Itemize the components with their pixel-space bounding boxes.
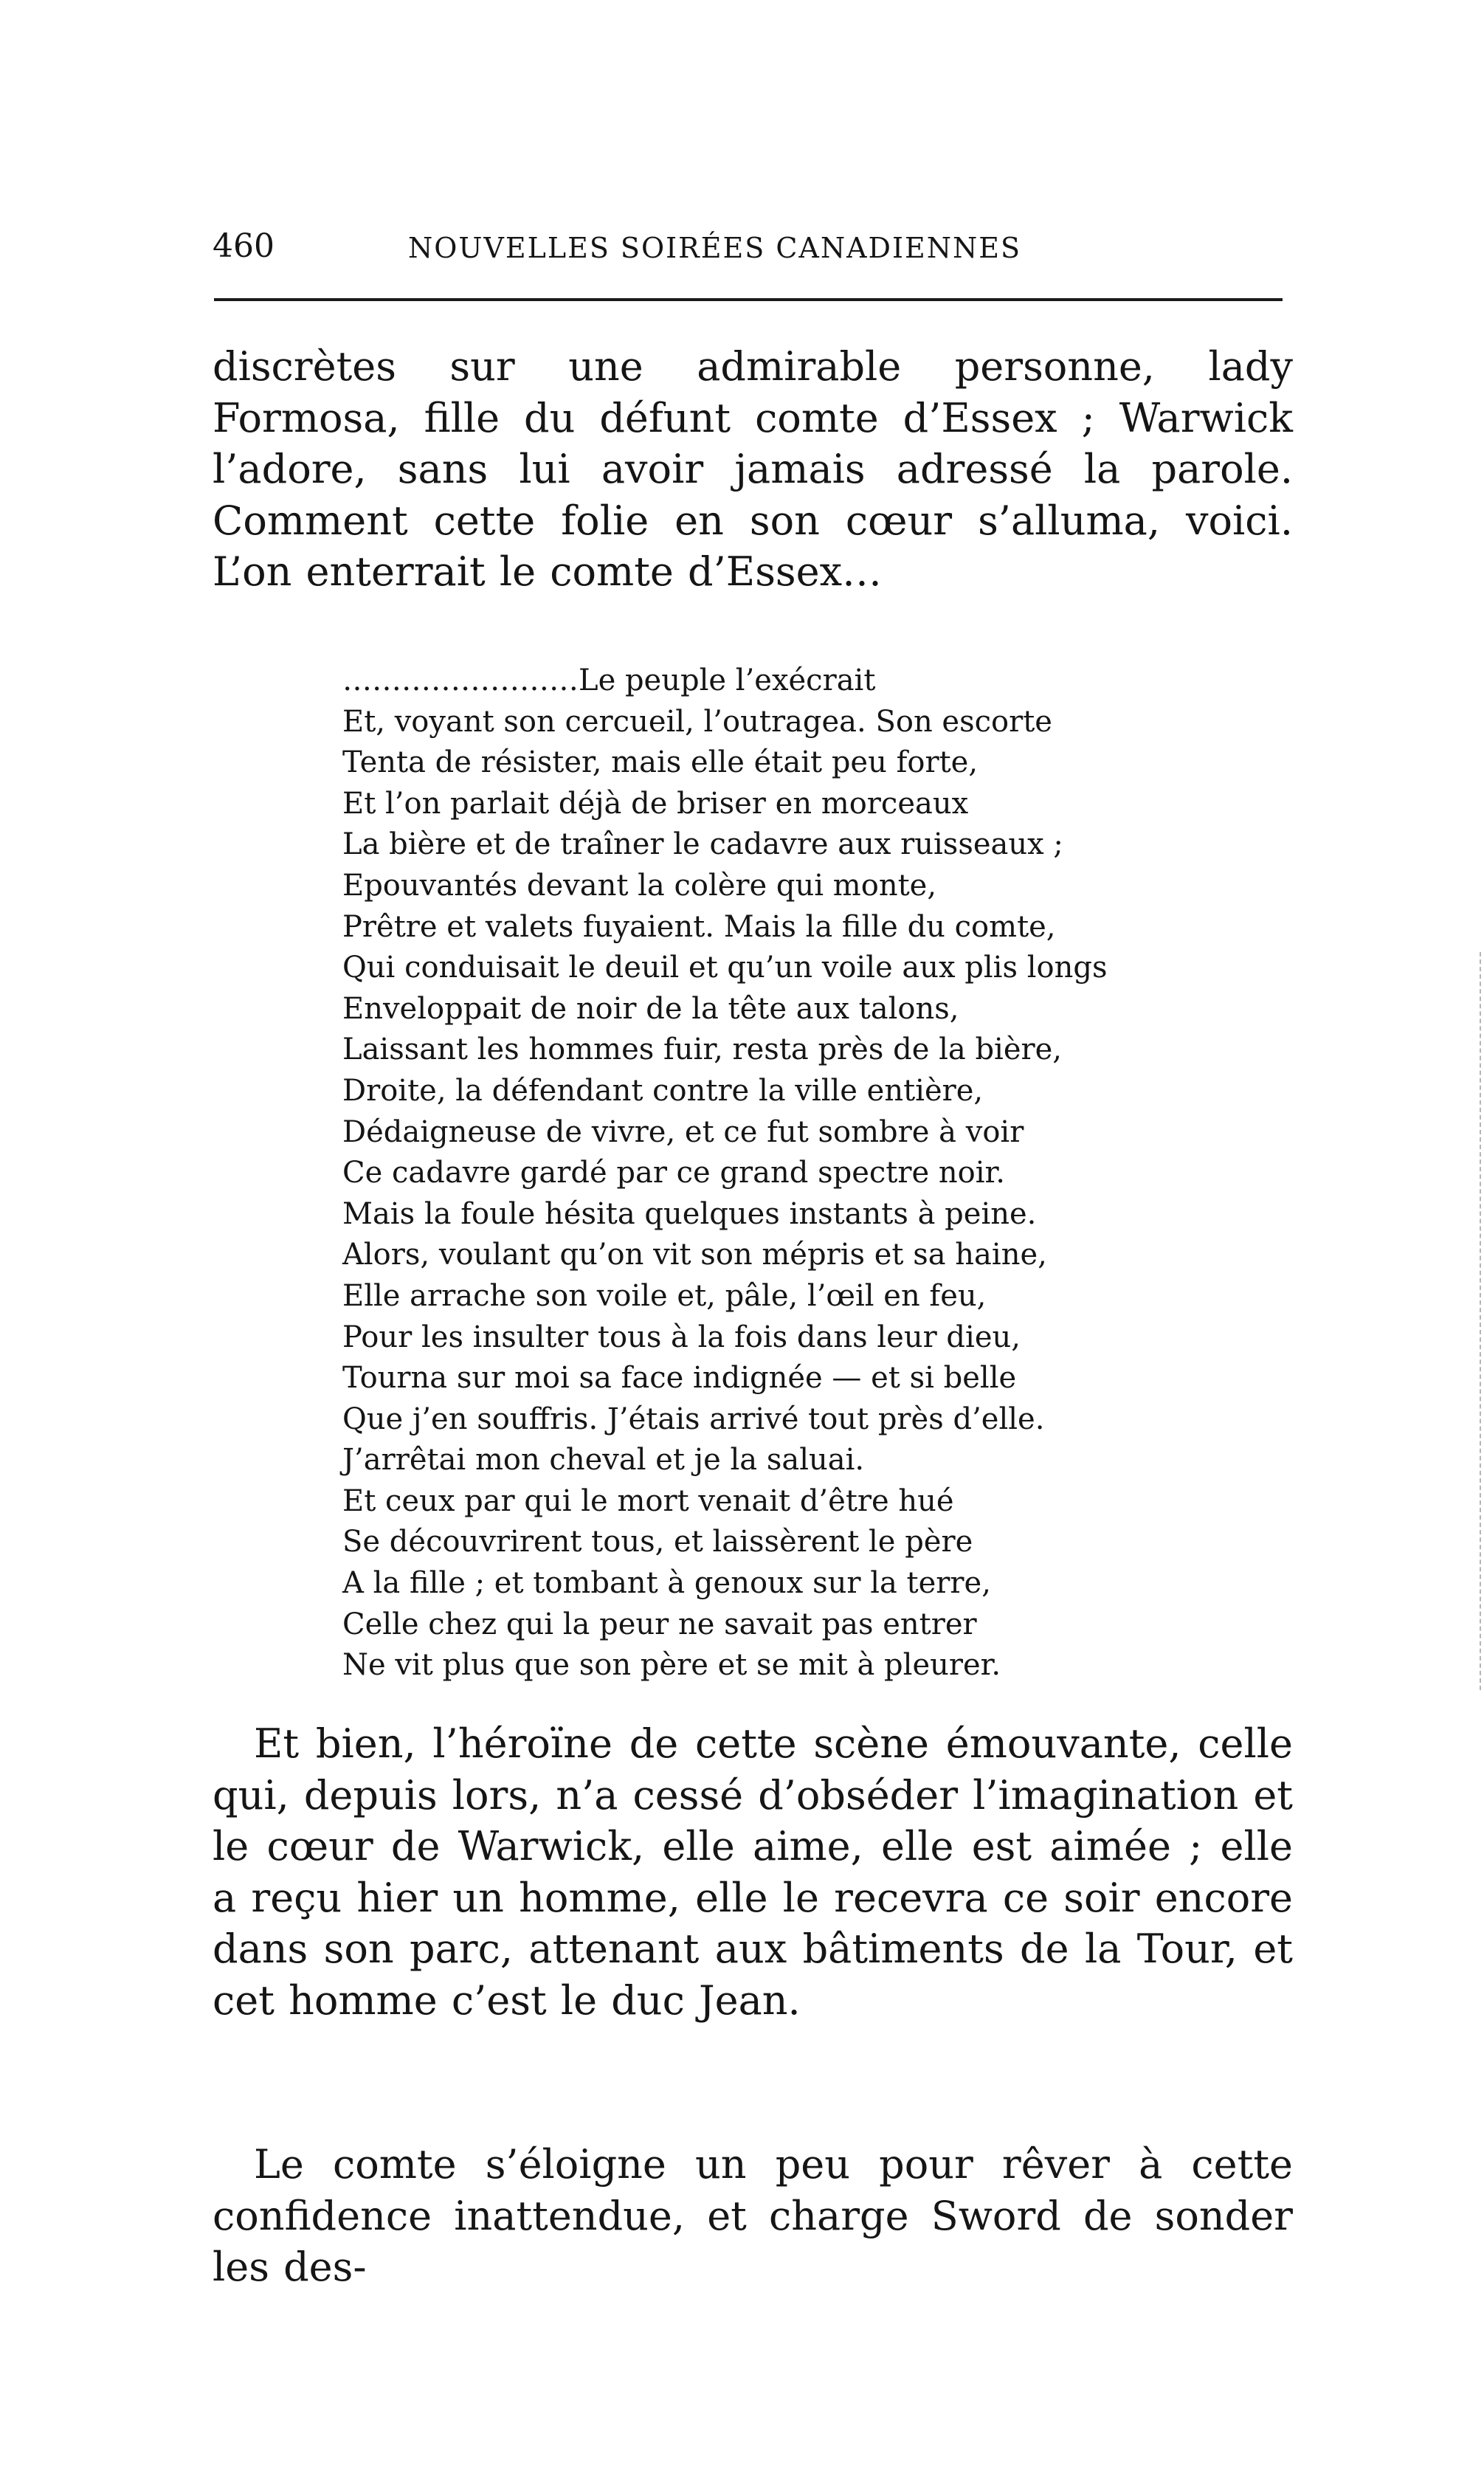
page-edge-marks xyxy=(1480,952,1483,1690)
verse-line: Mais la foule hésita quelques instants à peine. xyxy=(342,1196,1037,1231)
verse-line: Ce cadavre gardé par ce grand spectre noir. xyxy=(342,1156,1005,1190)
verse-line: Laissant les hommes fuir, resta près de la bière, xyxy=(342,1033,1063,1067)
paragraph-text: discrètes sur une admirable personne, lady Formosa, fille du défunt comte d’Essex ; Warwick l’adore, sans lui avoir jamais adressé la parole. Comment cette folie en son cœur s’alluma, voici. L’on enterrait le comte d’Essex… xyxy=(213,343,1293,595)
verse-line: Qui conduisait le deuil et qu’un voile aux plis longs xyxy=(342,951,1108,985)
verse-line: ……………………Le peuple l’exécrait xyxy=(342,663,876,697)
page-number: 460 xyxy=(213,227,275,265)
verse-line: Tenta de résister, mais elle était peu forte, xyxy=(342,745,979,780)
verse-line: Que j’en souffris. J’étais arrivé tout près d’elle. xyxy=(342,1402,1045,1436)
verse-line: Prêtre et valets fuyaient. Mais la fille du comte, xyxy=(342,909,1056,944)
paragraph-continued xyxy=(213,341,1293,598)
verse-line: Et ceux par qui le mort venait d’être hué xyxy=(342,1483,954,1518)
verse-line: Droite, la défendant contre la ville entière, xyxy=(342,1073,984,1108)
verse-line: Elle arrache son voile et, pâle, l’œil en feu, xyxy=(342,1278,987,1313)
verse-line: J’arrêtai mon cheval et je la saluai. xyxy=(342,1443,865,1478)
verse-line: Et l’on parlait déjà de briser en morceaux xyxy=(342,786,969,821)
verse-line: A la fille ; et tombant à genoux sur la terre, xyxy=(342,1566,991,1601)
verse-line: Ne vit plus que son père et se mit à pleurer. xyxy=(342,1648,1001,1683)
verse-line: Et, voyant son cercueil, l’outragea. Son escorte xyxy=(342,704,1052,739)
running-title: NOUVELLES SOIRÉES CANADIENNES xyxy=(408,232,1022,264)
verse-line: Celle chez qui la peur ne savait pas entrer xyxy=(342,1607,977,1641)
paragraph xyxy=(213,2139,1293,2293)
paragraph-text: Le comte s’éloigne un peu pour rêver à cette confidence inattendue, et charge Sword de sonder les des- xyxy=(213,2141,1293,2290)
verse-line: Se découvrirent tous, et laissèrent le père xyxy=(342,1525,973,1559)
verse-line: Enveloppait de noir de la tête aux talons, xyxy=(342,991,959,1026)
verse-line: La bière et de traîner le cadavre aux ruisseaux ; xyxy=(342,827,1063,862)
verse-line: Alors, voulant qu’on vit son mépris et sa haine, xyxy=(342,1238,1047,1272)
paragraph xyxy=(213,1718,1293,2026)
running-head xyxy=(213,218,1284,278)
verse-line: Epouvantés devant la colère qui monte, xyxy=(342,868,937,903)
verse-quotation xyxy=(342,661,1198,1686)
paragraph-text: Et bien, l’héroïne de cette scène émouvante, celle qui, depuis lors, n’a cessé d’obséder l’imagination et le cœur de Warwick, elle aime, elle est aimée ; elle a reçu hier un homme, elle le recevra ce soir encore dans son parc, attenant aux bâtiments de la Tour, et cet homme c’est le duc Jean. xyxy=(213,1720,1293,2024)
verse-line: Tourna sur moi sa face indignée — et si belle xyxy=(342,1361,1017,1396)
header-rule xyxy=(214,298,1283,301)
verse-line: Dédaigneuse de vivre, et ce fut sombre à voir xyxy=(342,1114,1024,1149)
verse-line: Pour les insulter tous à la fois dans leur dieu, xyxy=(342,1320,1021,1354)
